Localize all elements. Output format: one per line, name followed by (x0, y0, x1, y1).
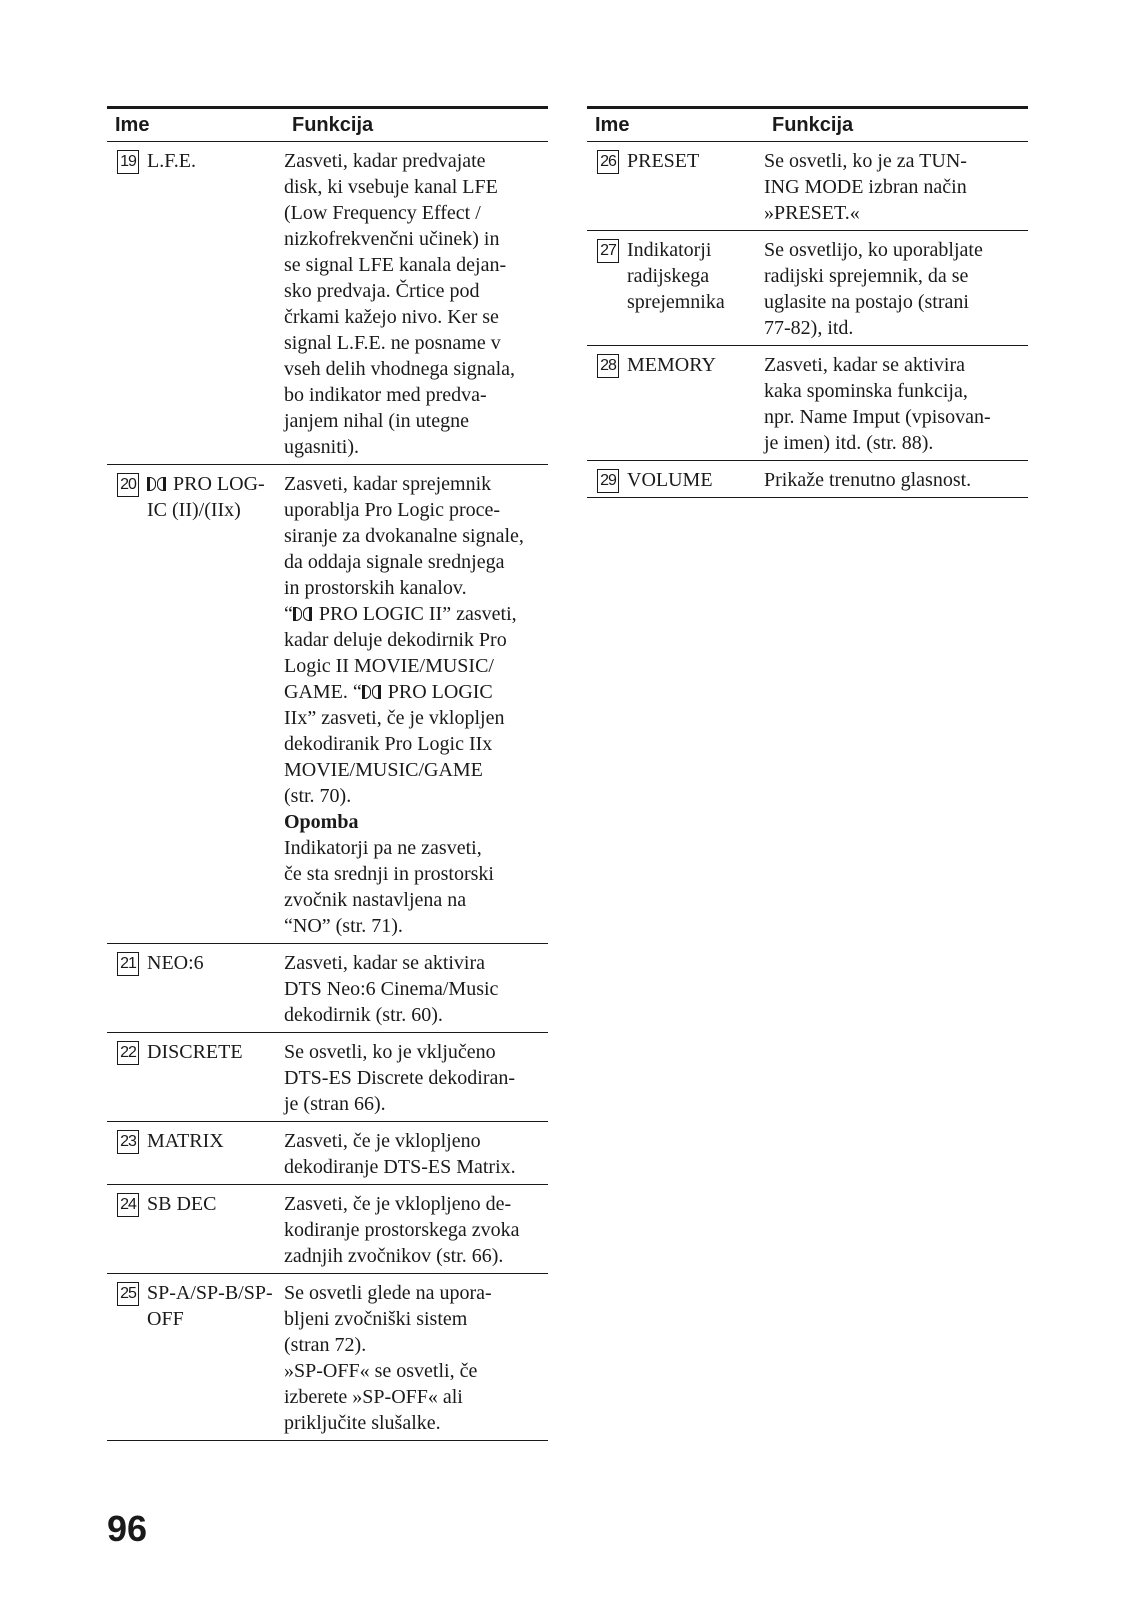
table-row (107, 1122, 548, 1185)
item-number: 25 (117, 1282, 139, 1306)
note-text: Indikatorji pa ne zasveti, če sta srednji in prostorski zvočnik nastavljena na “NO” (str. 71). (284, 837, 494, 937)
item-function: Zasveti, če je vklopljeno de- kodiranje prostorskega zvoka zadnjih zvočnikov (str. 66). (284, 1193, 520, 1267)
item-function: Se osvetlijo, ko uporabljate radijski sprejemnik, da se uglasite na postajo (strani 77-82), itd. (764, 239, 983, 339)
left-table-header (107, 106, 548, 142)
function-text: Zasveti, kadar sprejemnik uporablja Pro Logic proce- siranje za dvokanalne signale, da oddaja signale srednjega in prostorskih kanalov. (284, 473, 524, 599)
item-number: 23 (117, 1130, 139, 1154)
item-number: 27 (597, 239, 619, 263)
item-function: Se osvetli, ko je za TUN- ING MODE izbran način »PRESET.« (764, 150, 967, 224)
item-number: 22 (117, 1041, 139, 1065)
table-row (587, 461, 1028, 498)
col-name-header: Ime (115, 113, 150, 136)
item-function: Se osvetli, ko je vključeno DTS-ES Discrete dekodiran- je (stran 66). (284, 1041, 516, 1115)
item-name: SP-A/SP-B/SP- OFF (147, 1282, 273, 1330)
col-function-header: Funkcija (772, 113, 854, 136)
item-function (284, 471, 548, 939)
table-row (107, 142, 548, 465)
item-name: PRESET (627, 150, 700, 172)
item-number: 29 (597, 469, 619, 493)
right-table (587, 106, 1028, 498)
item-function: Zasveti, če je vklopljeno dekodiranje DTS-ES Matrix. (284, 1130, 516, 1178)
item-function: Prikaže trenutno glasnost. (764, 469, 972, 491)
note-title: Opomba (284, 811, 359, 833)
item-name: DISCRETE (147, 1041, 243, 1063)
dolby-double-d-icon (362, 680, 384, 696)
table-row (107, 465, 548, 944)
item-name: Indikatorji radijskega sprejemnika (627, 239, 725, 313)
function-text: “ (284, 603, 293, 625)
item-function: Zasveti, kadar se aktivira kaka spominska funkcija, npr. Name Imput (vpisovan- je imen) itd. (str. 88). (764, 354, 991, 454)
item-function: Zasveti, kadar predvajate disk, ki vsebuje kanal LFE (Low Frequency Effect / nizkofrekvenčni učinek) in se signal LFE kanala dejan- sko predvaja. Črtice pod črkami kažejo nivo. Ker se signal L.F.E. ne posname v vseh delih vhodnega signala, bo indikator med predva- janjem nihal (in utegne ugasniti). (284, 150, 516, 458)
table-row (107, 944, 548, 1033)
item-number: 21 (117, 952, 139, 976)
item-number: 20 (117, 473, 139, 497)
item-function: Se osvetli glede na upora- bljeni zvočniški sistem (stran 72). »SP-OFF« se osvetli, če izberete »SP-OFF« ali priključite slušalke. (284, 1282, 492, 1434)
item-number: 19 (117, 150, 139, 174)
table-row (107, 1185, 548, 1274)
left-table (107, 106, 548, 1441)
item-name: VOLUME (627, 469, 713, 491)
right-table-header (587, 106, 1028, 142)
item-number: 28 (597, 354, 619, 378)
item-name: PRO LOG- IC (II)/(IIx) (147, 473, 265, 521)
item-name: MEMORY (627, 354, 716, 376)
table-row (107, 1033, 548, 1122)
page-number: 96 (107, 1508, 148, 1549)
function-text: PRO LOGIC II” zasveti, kadar deluje dekodirnik Pro Logic II MOVIE/MUSIC/ GAME. “ (284, 603, 517, 703)
table-row (587, 142, 1028, 231)
dolby-double-d-icon (293, 602, 315, 618)
item-name: NEO:6 (147, 952, 204, 974)
table-row (587, 231, 1028, 346)
item-number: 26 (597, 150, 619, 174)
col-function-header: Funkcija (292, 113, 374, 136)
function-text: PRO LOGIC IIx” zasveti, če je vklopljen dekodiranik Pro Logic IIx MOVIE/MUSIC/GAME (str. 70). (284, 681, 505, 807)
item-name: MATRIX (147, 1130, 224, 1152)
item-name: SB DEC (147, 1193, 217, 1215)
col-name-header: Ime (595, 113, 630, 136)
dolby-double-d-icon (147, 472, 169, 488)
table-row (587, 346, 1028, 461)
table-row (107, 1274, 548, 1441)
item-number: 24 (117, 1193, 139, 1217)
item-function: Zasveti, kadar se aktivira DTS Neo:6 Cinema/Music dekodirnik (str. 60). (284, 952, 499, 1026)
item-name: L.F.E. (147, 150, 196, 172)
